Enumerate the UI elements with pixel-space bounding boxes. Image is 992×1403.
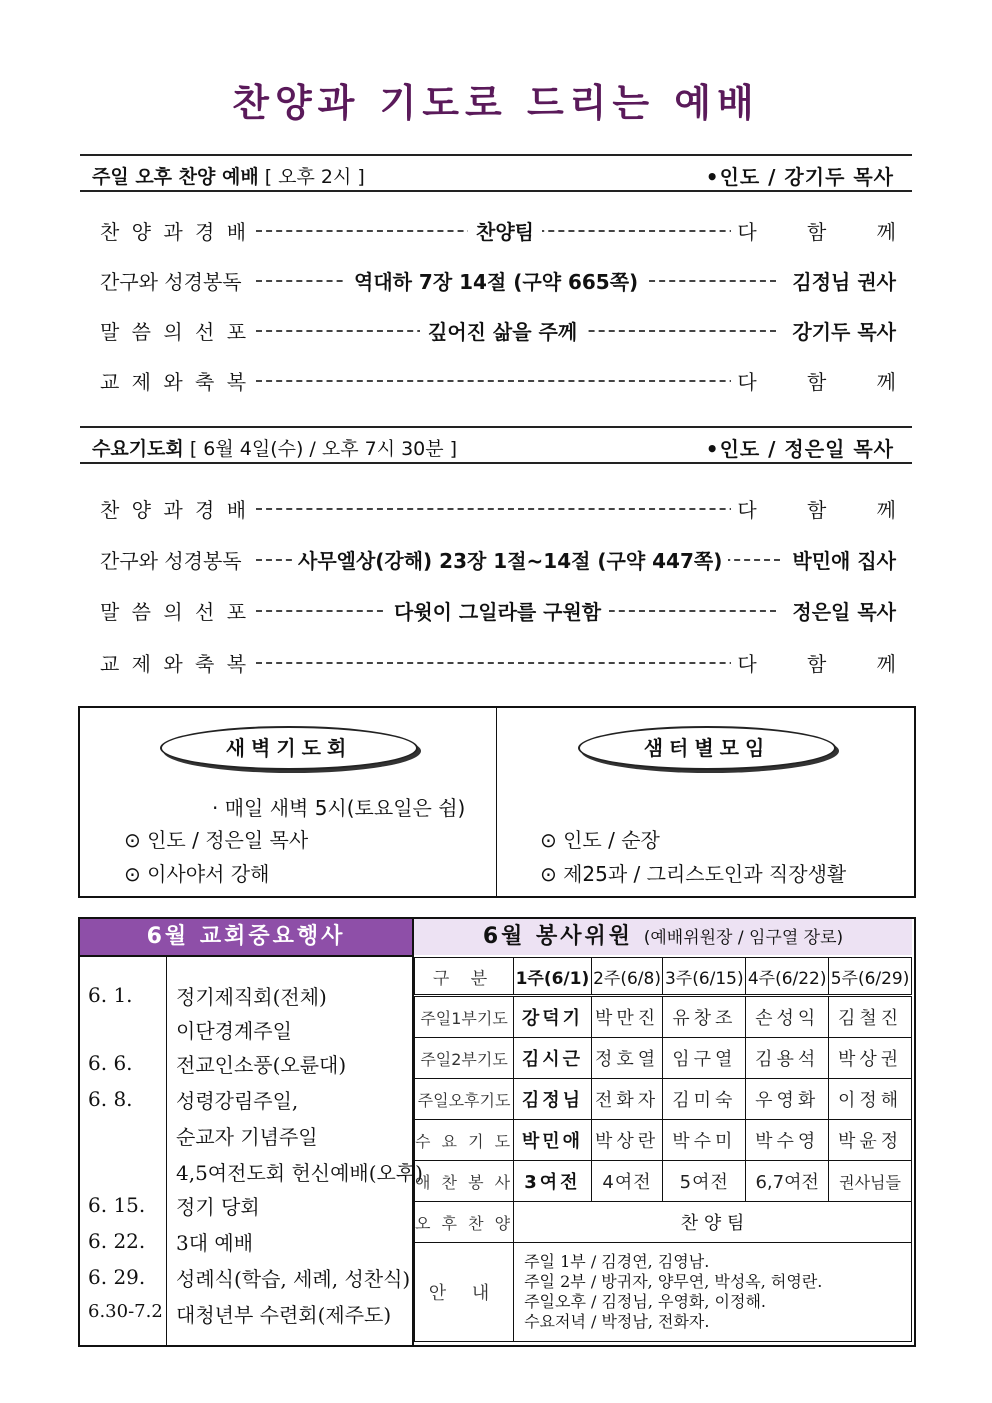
table-cell: 박상란: [591, 1120, 663, 1161]
table-cell: 김미숙: [663, 1079, 746, 1120]
dawn-prayer-time: · 매일 새벽 5시(토요일은 쉼): [212, 796, 466, 820]
row-person: 김정님 권사: [786, 266, 896, 295]
dawn-prayer-topic: ⊙ 이사야서 강해: [124, 862, 270, 886]
dash-leader: [256, 662, 776, 664]
table-row: [415, 996, 912, 1038]
row-category: 주일1부기도: [415, 996, 514, 1038]
row-person: 강기두 목사: [786, 316, 896, 345]
table-row: [415, 1243, 912, 1342]
row-person: 박민애 집사: [786, 545, 896, 574]
table-row: [415, 1202, 912, 1243]
sunday-service-header: [80, 154, 912, 192]
table-cell: 박만진: [591, 996, 663, 1038]
event-date: 6.30-7.2: [88, 1301, 163, 1322]
event-text: 정기 당회: [176, 1195, 260, 1219]
wednesday-service-header: [80, 426, 912, 464]
info-line: 주일 1부 / 김경연, 김영남.: [524, 1252, 710, 1271]
info-line: 수요저녁 / 박정남, 전화자.: [524, 1312, 710, 1331]
service-table: [414, 957, 912, 1342]
table-row: [415, 1120, 912, 1161]
table-cell: 4여전: [591, 1161, 663, 1202]
event-date: 6. 8.: [88, 1087, 133, 1111]
service-header: [414, 919, 912, 955]
info-line: 주일 2부 / 방귀자, 양무연, 박성옥, 허영란.: [524, 1272, 823, 1291]
event-date: 6. 15.: [88, 1193, 146, 1217]
meeting-boxes: [78, 706, 916, 898]
schedule-panel: [78, 917, 916, 1347]
cell-group-lesson: ⊙ 제25과 / 그리스도인과 직장생활: [540, 862, 847, 886]
row-label: 간구와 성경봉독: [100, 270, 242, 294]
wednesday-row: [100, 494, 918, 524]
row-category: 주일2부기도: [415, 1038, 514, 1079]
service-header-note: (예배위원장 / 임구열 장로): [643, 928, 844, 948]
table-cell: 박윤정: [829, 1120, 912, 1161]
event-date: 6. 1.: [88, 983, 133, 1007]
wednesday-row: [100, 596, 896, 626]
table-cell: 강덕기: [514, 996, 592, 1038]
row-content: 역대하 7장 14절 (구약 665쪽): [346, 266, 646, 295]
cell-group-title: 샘터별모임: [578, 726, 836, 770]
table-row: [415, 1038, 912, 1079]
events-header: 6월 교회중요행사: [80, 919, 412, 955]
events-header-rule: [80, 955, 412, 957]
wednesday-row: [100, 648, 918, 678]
sunday-row: [100, 366, 918, 396]
row-content: 찬양팀: [468, 216, 542, 245]
column-header-week: 1주(6/1): [514, 958, 592, 996]
table-cell: 권사님들: [829, 1161, 912, 1202]
column-header-week: 3주(6/15): [663, 958, 746, 996]
sunday-service-time: [ 오후 2시 ]: [264, 166, 365, 188]
row-category: 안 내: [415, 1243, 514, 1342]
event-date: 6. 22.: [88, 1229, 146, 1253]
sunday-row: [100, 266, 896, 296]
page-title: 찬양과 기도로 드리는 예배: [232, 81, 760, 125]
dawn-prayer-title: 새벽기도회: [160, 726, 418, 770]
table-cell: 김정님: [514, 1079, 592, 1120]
dash-leader: [256, 508, 776, 510]
row-person: 정은일 목사: [786, 596, 896, 625]
dash-leader: [256, 380, 776, 382]
table-cell: 3여전: [514, 1161, 592, 1202]
row-label: 찬 양 과 경 배: [100, 498, 250, 522]
table-cell: 이정해: [829, 1079, 912, 1120]
row-category: 주일오후기도: [415, 1079, 514, 1120]
event-text: 순교자 기념주일: [176, 1125, 318, 1149]
table-cell: 정호열: [591, 1038, 663, 1079]
events-date-column-rule: [166, 955, 167, 1345]
wednesday-service-title: 수요기도회: [92, 438, 184, 460]
event-text: 정기제직회(전체): [176, 985, 327, 1009]
event-text: 성령강림주일,: [176, 1089, 299, 1113]
column-header-week: 5주(6/29): [829, 958, 912, 996]
row-category: 수 요 기 도: [415, 1120, 514, 1161]
event-text: 이단경계주일: [176, 1019, 292, 1043]
table-cell: 김시근: [514, 1038, 592, 1079]
sunday-service-title: 주일 오후 찬양 예배: [92, 166, 259, 188]
row-label: 말 씀 의 선 포: [100, 320, 250, 344]
table-cell: 5여전: [663, 1161, 746, 1202]
row-content: 사무엘상(강해) 23장 1절~14절 (구약 447쪽): [292, 545, 728, 574]
row-label: 찬 양 과 경 배: [100, 220, 250, 244]
table-cell: 손성익: [746, 996, 829, 1038]
event-date: 6. 29.: [88, 1265, 146, 1289]
sunday-row: [100, 316, 896, 346]
wednesday-service-time: [ 6월 4일(수) / 오후 7시 30분 ]: [189, 438, 458, 460]
table-row: [415, 1161, 912, 1202]
service-table-header-row: [415, 958, 912, 996]
info-line: 주일오후 / 김정님, 우영화, 이정해.: [524, 1292, 767, 1311]
row-person: 다 함 께: [731, 216, 918, 245]
row-content: 다윗이 그일라를 구원함: [386, 596, 609, 625]
box-divider: [496, 708, 497, 896]
wednesday-row: [100, 545, 896, 575]
wednesday-service-leader: •인도 / 정은일 목사: [705, 437, 894, 461]
row-label: 교 제 와 축 복: [100, 370, 250, 394]
afternoon-praise-cell: 찬 양 팀: [514, 1202, 912, 1243]
service-header-title: 6월 봉사위원: [482, 924, 634, 949]
event-text: 3대 예배: [176, 1231, 254, 1255]
row-label: 말 씀 의 선 포: [100, 600, 250, 624]
table-cell: 유창조: [663, 996, 746, 1038]
event-text: 성례식(학습, 세례, 성찬식): [176, 1267, 411, 1291]
table-cell: 박민애: [514, 1120, 592, 1161]
sunday-service-leader: •인도 / 강기두 목사: [705, 165, 894, 189]
event-date: 6. 6.: [88, 1051, 133, 1075]
row-category: 애 찬 봉 사: [415, 1161, 514, 1202]
column-header-category: 구 분: [415, 958, 514, 996]
row-person: 다 함 께: [731, 648, 918, 677]
table-cell: 김용석: [746, 1038, 829, 1079]
table-cell: 임구열: [663, 1038, 746, 1079]
row-label: 간구와 성경봉독: [100, 549, 242, 573]
dawn-prayer-leader: ⊙ 인도 / 정은일 목사: [124, 828, 309, 852]
column-header-week: 4주(6/22): [746, 958, 829, 996]
column-header-week: 2주(6/8): [591, 958, 663, 996]
table-row: [415, 1079, 912, 1120]
table-cell: 6,7여전: [746, 1161, 829, 1202]
info-cell: [514, 1243, 912, 1342]
table-cell: 전화자: [591, 1079, 663, 1120]
row-person: 다 함 께: [731, 366, 918, 395]
row-label: 교 제 와 축 복: [100, 652, 250, 676]
table-cell: 박수영: [746, 1120, 829, 1161]
event-text: 대청년부 수련회(제주도): [176, 1303, 392, 1327]
row-person: 다 함 께: [731, 494, 918, 523]
table-cell: 박수미: [663, 1120, 746, 1161]
table-cell: 김철진: [829, 996, 912, 1038]
table-cell: 박상권: [829, 1038, 912, 1079]
cell-group-leader: ⊙ 인도 / 순장: [540, 828, 660, 852]
event-text: 4,5여전도회 헌신예배(오후): [176, 1161, 423, 1185]
row-category: 오 후 찬 양: [415, 1202, 514, 1243]
sunday-row: [100, 216, 918, 246]
event-text: 전교인소풍(오륜대): [176, 1053, 347, 1077]
row-content: 깊어진 삶을 주께: [420, 316, 585, 345]
table-cell: 우영화: [746, 1079, 829, 1120]
